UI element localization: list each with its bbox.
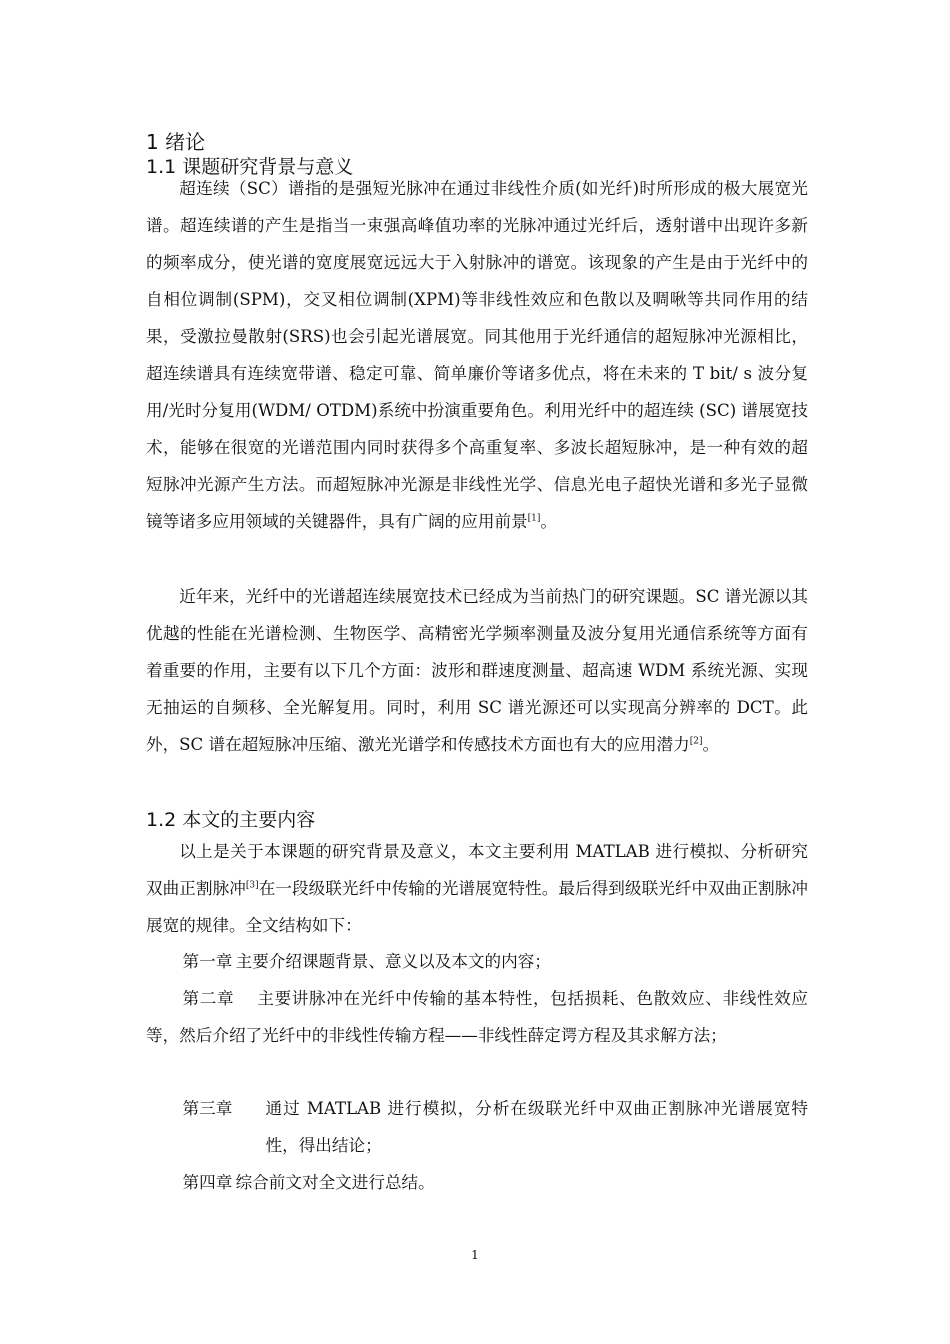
paragraph-text-cont: 在一段级联光纤中传输的光谱展宽特性。最后得到级联光纤中双曲正割脉冲展宽的规律。全文结构如下： [146, 879, 809, 935]
chapter-item-3 [146, 1090, 808, 1164]
paragraph-end: 。 [540, 512, 557, 531]
chapter-text: 主要介绍课题背景、意义以及本文的内容； [235, 952, 551, 971]
chapter-item-1 [146, 943, 808, 980]
paragraph-end: 。 [702, 735, 720, 754]
paragraph-main-content [146, 833, 808, 944]
section-title-1-2: 1.2 本文的主要内容 [146, 809, 316, 831]
chapter-label: 第三章 [182, 1099, 233, 1118]
paragraph-text: 近年来，光纤中的光谱超连续展宽技术已经成为当前热门的研究课题。SC 谱光源以其优越的性能在光谱检测、生物医学、高精密光学频率测量及波分复用光通信系统等方面有着重要的作用，主要有以下几个方面：波形和群速度测量、超高速 WDM 系统光源、实现无抽运的自频移、全光解复用。同时，利用 SC 谱光源还可以实现高分辨率的 DCT。此外，SC 谱在超短脉冲压缩、激光光谱学和传感技术方面也有大的应用潜力 [146, 587, 808, 754]
citation-ref: [1] [527, 513, 541, 524]
chapter-text: 通过 MATLAB 进行模拟，分析在级联光纤中双曲正割脉冲光谱展宽特性，得出结论； [265, 1099, 808, 1155]
chapter-text: 主要讲脉冲在光纤中传输的基本特性，包括损耗、色散效应、非线性效应等，然后介绍了光纤中的非线性传输方程——非线性薛定谔方程及其求解方法； [146, 989, 808, 1045]
chapter-item-4 [146, 1164, 808, 1201]
paragraph-background [146, 170, 808, 540]
chapter-item-2 [146, 980, 808, 1054]
chapter-label: 第一章 [182, 952, 233, 971]
chapter-text: 综合前文对全文进行总结。 [235, 1173, 435, 1192]
section-title-1-1: 1.1 课题研究背景与意义 [146, 156, 354, 178]
page-number: 1 [471, 1248, 479, 1262]
citation-ref: [2] [689, 736, 703, 747]
paragraph-text: 超连续（SC）谱指的是强短光脉冲在通过非线性介质(如光纤)时所形成的极大展宽光谱。超连续谱的产生是指当一束强高峰值功率的光脉冲通过光纤后，透射谱中出现许多新的频率成分，使光谱的宽度展宽远远大于入射脉冲的谱宽。该现象的产生是由于光纤中的自相位调制(SPM)，交叉相位调制(XPM)等非线性效应和色散以及啁啾等共同作用的结果，受激拉曼散射(SRS)也会引起光谱展宽。同其他用于光纤通信的超短脉冲光源相比，超连续谱具有连续宽带谱、稳定可靠、简单廉价等诸多优点，将在未来的 T bit/ s 波分复用/光时分复用(WDM/ OTDM)系统中扮演重要角色。利用光纤中的超连续 (SC) 谱展宽技术，能够在很宽的光谱范围内同时获得多个高重复率、多波长超短脉冲，是一种有效的超短脉冲光源产生方法。而超短脉冲光源是非线性光学、信息光电子超快光谱和多光子显微镜等诸多应用领域的关键器件，具有广阔的应用前景 [146, 179, 808, 531]
paragraph-recent-research [146, 578, 808, 763]
chapter-label: 第二章 [182, 989, 235, 1008]
chapter-title: 1 绪论 [146, 130, 206, 154]
chapter-label: 第四章 [182, 1173, 233, 1192]
citation-ref: [3] [245, 880, 259, 891]
paragraph-text: 以上是关于本课题的研究背景及意义，本文主要利用 MATLAB 进行模拟、分析研究双曲正割脉冲 [146, 842, 808, 898]
